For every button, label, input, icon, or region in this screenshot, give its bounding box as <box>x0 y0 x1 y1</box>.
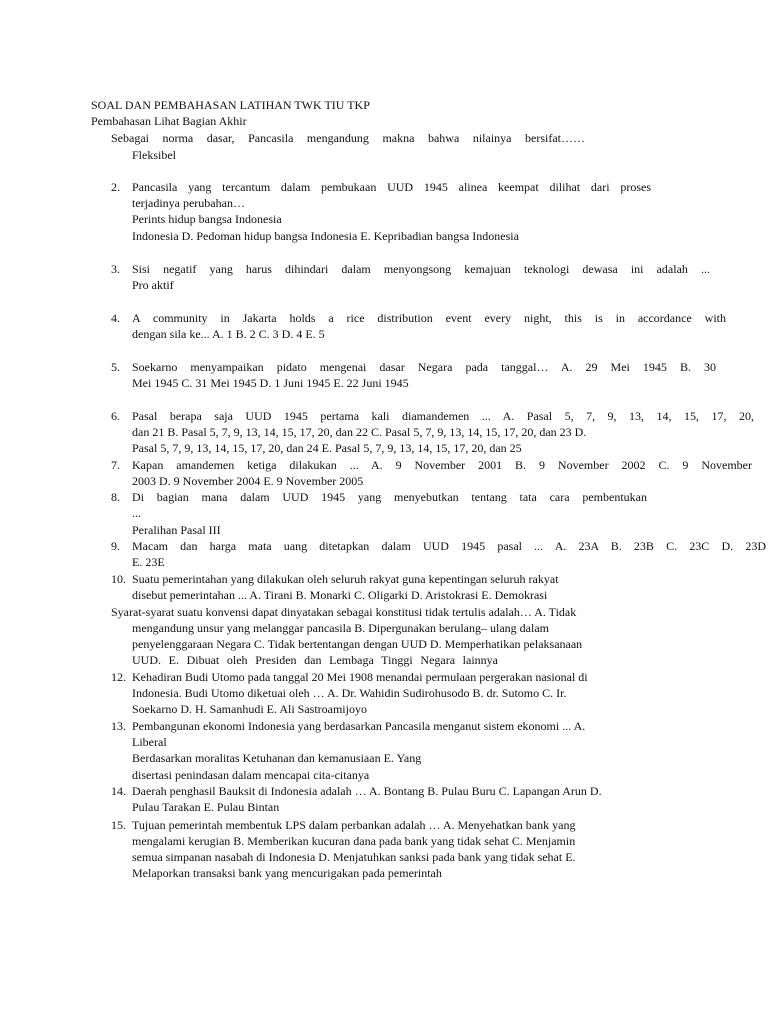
item-number: 10. <box>111 572 126 586</box>
text-line: Fleksibel <box>132 148 176 162</box>
item-number: 3. <box>111 262 120 276</box>
text-line: mengalami kerugian B. Memberikan kucuran dana pada bank yang tidak sehat C. Menjamin <box>132 834 576 848</box>
item-number: 6. <box>111 409 120 423</box>
text-line: Kehadiran Budi Utomo pada tanggal 20 Mei 1908 menandai permulaan pergerakan nasional di <box>132 670 588 684</box>
text-line: UUD. E. Dibuat oleh Presiden dan Lembaga Tinggi Negara lainnya <box>132 653 498 667</box>
item-number: 4. <box>111 311 120 325</box>
text-line: Melaporkan transaksi bank yang mencurigakan pada pemerintah <box>132 866 442 880</box>
text-line: Soekarno D. H. Samanhudi E. Ali Sastroamijoyo <box>132 702 367 716</box>
text-line: Syarat-syarat suatu konvensi dapat dinyatakan sebagai konstitusi tidak tertulis adalah… A. Tidak <box>111 605 577 619</box>
doc-title: SOAL DAN PEMBAHASAN LATIHAN TWK TIU TKP <box>91 98 370 112</box>
text-line: Sebagai norma dasar, Pancasila mengandung makna bahwa nilainya bersifat…… <box>111 131 585 145</box>
item-number: 9. <box>111 539 120 553</box>
text-line: Tujuan pemerintah membentuk LPS dalam perbankan adalah … A. Menyehatkan bank yang <box>132 818 576 832</box>
text-line: Pembangunan ekonomi Indonesia yang berdasarkan Pancasila menganut sistem ekonomi ... A. <box>132 719 586 733</box>
text-line: Soekarno menyampaikan pidato mengenai dasar Negara pada tanggal… A. 29 Mei 1945 B. 30 <box>132 360 716 374</box>
item-number: 7. <box>111 458 120 472</box>
text-line: Berdasarkan moralitas Ketuhanan dan kemanusiaan E. Yang <box>132 751 422 765</box>
doc-subtitle: Pembahasan Lihat Bagian Akhir <box>91 114 247 128</box>
text-line: mengandung unsur yang melanggar pancasila B. Dipergunakan berulang– ulang dalam <box>132 621 549 635</box>
text-line: ... <box>132 506 141 520</box>
text-line: semua simpanan nasabah di Indonesia D. Menjatuhkan sanksi pada bank yang tidak sehat E. <box>132 850 576 864</box>
item-number: 2. <box>111 180 120 194</box>
text-line: Pasal 5, 7, 9, 13, 14, 15, 17, 20, dan 24 E. Pasal 5, 7, 9, 13, 14, 15, 17, 20, dan 25 <box>132 441 522 455</box>
text-line: Liberal <box>132 735 167 749</box>
text-line: Perints hidup bangsa Indonesia <box>132 212 282 226</box>
text-line: dan 21 B. Pasal 5, 7, 9, 13, 14, 15, 17, 20, dan 22 C. Pasal 5, 7, 9, 13, 14, 15, 17, 20, dan 23 D. <box>132 425 587 439</box>
text-line: Macam dan harga mata uang ditetapkan dalam UUD 1945 pasal ... A. 23A B. 23B C. 23C D. 23D <box>132 539 766 553</box>
item-number: 13. <box>111 719 126 733</box>
text-line: penyelenggaraan Negara C. Tidak bertentangan dengan UUD D. Memperhatikan pelaksanaan <box>132 637 583 651</box>
text-line: 2003 D. 9 November 2004 E. 9 November 2005 <box>132 474 364 488</box>
text-line: disertasi penindasan dalam mencapai cita-citanya <box>132 768 370 782</box>
text-line: Daerah penghasil Bauksit di Indonesia adalah … A. Bontang B. Pulau Buru C. Lapangan Arun D. <box>132 784 602 798</box>
text-line: Peralihan Pasal III <box>132 523 221 537</box>
text-line: terjadinya perubahan… <box>132 196 245 210</box>
text-line: Mei 1945 C. 31 Mei 1945 D. 1 Juni 1945 E. 22 Juni 1945 <box>132 376 409 390</box>
text-line: dengan sila ke... A. 1 B. 2 C. 3 D. 4 E. 5 <box>132 327 325 341</box>
item-number: 12. <box>111 670 126 684</box>
text-line: Indonesia. Budi Utomo diketuai oleh … A. Dr. Wahidin Sudirohusodo B. dr. Sutomo C. Ir. <box>132 686 567 700</box>
text-line: Suatu pemerintahan yang dilakukan oleh seluruh rakyat guna kepentingan seluruh rakyat <box>132 572 559 586</box>
text-line: Kapan amandemen ketiga dilakukan ... A. 9 November 2001 B. 9 November 2002 C. 9 November <box>132 458 752 472</box>
item-number: 8. <box>111 490 120 504</box>
text-line: Pro aktif <box>132 278 174 292</box>
text-line: Sisi negatif yang harus dihindari dalam menyongsong kemajuan teknologi dewasa ini adalah ... <box>132 262 710 276</box>
text-line: disebut pemerintahan ... A. Tirani B. Monarki C. Oligarki D. Aristokrasi E. Demokrasi <box>132 588 548 602</box>
text-line: A community in Jakarta holds a rice distribution event every night, this is in accordance with <box>132 311 726 325</box>
text-line: Pasal berapa saja UUD 1945 pertama kali diamandemen ... A. Pasal 5, 7, 9, 13, 14, 15, 17, 20, <box>132 409 754 423</box>
text-line: Indonesia D. Pedoman hidup bangsa Indonesia E. Kepribadian bangsa Indonesia <box>132 229 519 243</box>
item-number: 15. <box>111 818 126 832</box>
text-line: Pancasila yang tercantum dalam pembukaan UUD 1945 alinea keempat dilihat dari proses <box>132 180 651 194</box>
item-number: 14. <box>111 784 126 798</box>
item-number: 5. <box>111 360 120 374</box>
text-line: E. 23E <box>132 555 165 569</box>
text-line: Di bagian mana dalam UUD 1945 yang menyebutkan tentang tata cara pembentukan <box>132 490 647 504</box>
text-line: Pulau Tarakan E. Pulau Bintan <box>132 800 280 814</box>
